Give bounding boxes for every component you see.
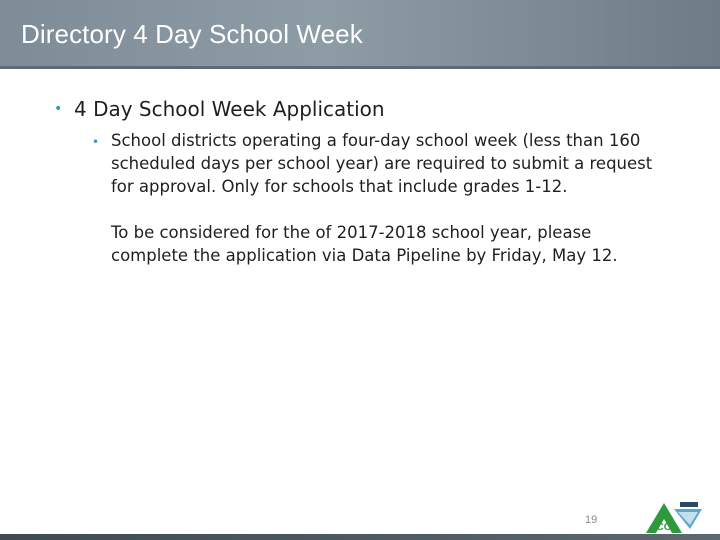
slide-title: Directory 4 Day School Week: [21, 19, 363, 49]
bullet-level-2: [92, 129, 672, 267]
title-divider: [0, 66, 720, 69]
page-number: 19: [585, 514, 598, 526]
bullet-dot-icon: •: [92, 135, 100, 149]
title-bar: [0, 0, 720, 66]
logo-top-band: [680, 502, 698, 507]
bullet-level-2-paragraph-2: To be considered for the of 2017-2018 school year, please complete the application via Data Pipeline by Friday, May 12.: [111, 223, 618, 265]
bullet-level-1-text: 4 Day School Week Application: [74, 97, 385, 121]
logo-text: CO: [656, 522, 672, 533]
bullet-level-2-paragraph-1: School districts operating a four-day school week (less than 160 scheduled days per school year) are required to submit a request for approval. Only for schools that include grades 1-12.: [111, 131, 653, 196]
colorado-logo-icon: [646, 499, 702, 533]
footer-bar: [0, 534, 720, 540]
bullet-dot-icon: •: [54, 101, 63, 117]
